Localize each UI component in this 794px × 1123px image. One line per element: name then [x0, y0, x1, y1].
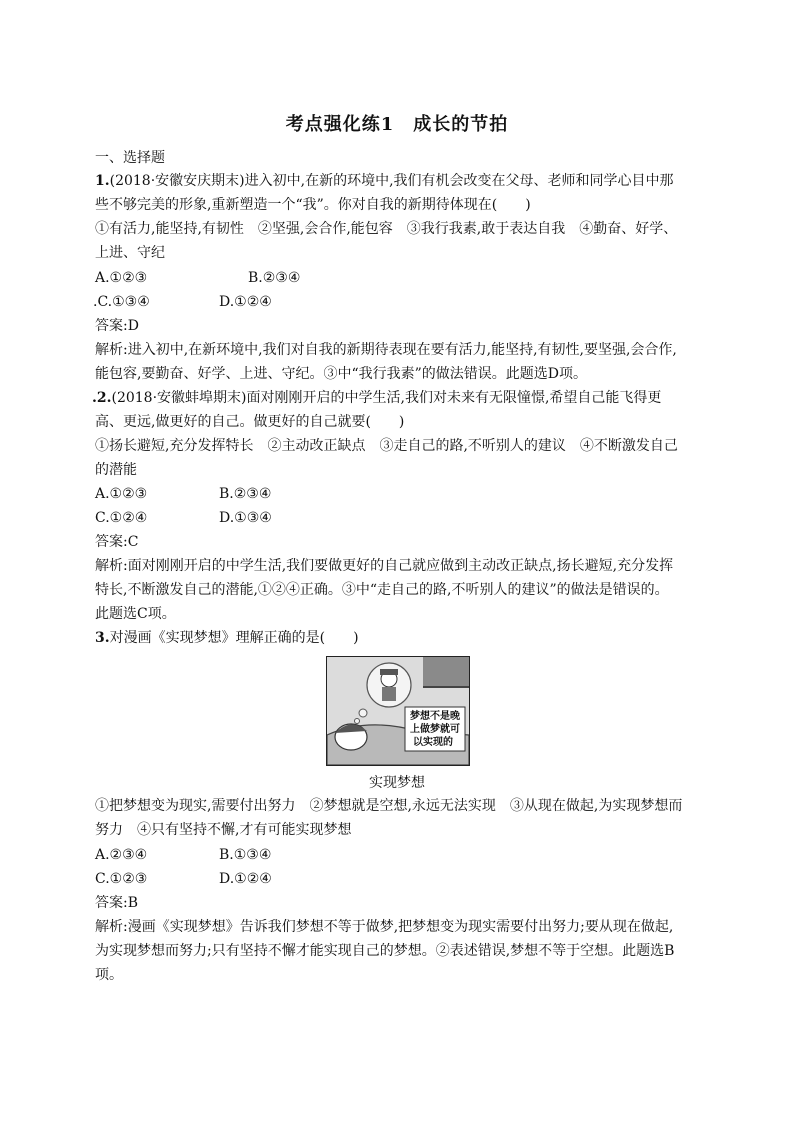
- q1-stem-text: (2018·安徽安庆期末)进入初中,在新的环境中,我们有机会改变在父母、老师和同学心目中那: [109, 173, 674, 189]
- q1-options-line1: ①有活力,能坚持,有韧性 ②坚强,会合作,能包容 ③我行我素,敢于表达自我 ④勤奋、好学、: [95, 221, 678, 237]
- q1-choice-c: .C.①③④: [93, 294, 150, 310]
- q3-options-line1: ①把梦想变为现实,需要付出努力 ②梦想就是空想,永远无法实现 ③从现在做起,为实现梦想而: [95, 798, 683, 814]
- q2-analysis-line3: 此题选C项。: [95, 606, 176, 622]
- cartoon-window: [423, 657, 469, 687]
- dream-bubble-dot-small: [355, 719, 360, 724]
- q1-answer: 答案:D: [95, 318, 139, 334]
- q1-options-line2: 上进、守纪: [95, 245, 165, 261]
- cartoon-text-line3: 以实现的: [413, 737, 453, 748]
- q3-number: 3.: [95, 630, 110, 646]
- dream-soldier-cap: [380, 669, 398, 675]
- q3-stem-text: 对漫画《实现梦想》理解正确的是( ): [109, 630, 359, 646]
- q2-stem-line1: [92, 388, 661, 408]
- q1-stem-line2: 些不够完美的形象,重新塑造一个“我”。你对自我的新期待体现在( ): [95, 197, 531, 213]
- q2-analysis-line1: 解析:面对刚刚开启的中学生活,我们要做更好的自己就应做到主动改正缺点,扬长避短,充分发挥: [95, 558, 674, 574]
- q2-analysis-line2: 特长,不断激发自己的潜能,①②④正确。③中“走自己的路,不听别人的建议”的做法是错误的。: [95, 582, 669, 598]
- q2-number: .2.: [92, 390, 112, 406]
- cartoon-text-line2: 上做梦就可: [410, 724, 460, 735]
- q2-stem-text: (2018·安徽蚌埠期末)面对刚刚开启的中学生活,我们对未来有无限憧憬,希望自己能飞得更: [111, 390, 662, 406]
- q3-options-line2: 努力 ④只有坚持不懈,才有可能实现梦想: [95, 822, 352, 838]
- page-title: 考点强化练1 成长的节拍: [285, 114, 509, 135]
- cartoon-drawing: [327, 657, 469, 765]
- q1-choice-a: A.①②③: [95, 270, 148, 286]
- q1-stem-line1: [95, 171, 674, 191]
- cartoon-caption: 实现梦想: [369, 775, 425, 791]
- section-heading: 一、选择题: [95, 150, 165, 166]
- q1-number: 1.: [95, 173, 110, 189]
- q2-choice-a: A.①②③: [95, 486, 148, 502]
- q1-analysis-line1: 解析:进入初中,在新环境中,我们对自我的新期待表现在要有活力,能坚持,有韧性,要坚强,会合作,: [95, 342, 677, 358]
- q2-answer: 答案:C: [95, 534, 139, 550]
- q2-choice-d: D.①③④: [219, 510, 272, 526]
- q3-choice-d: D.①②④: [219, 871, 272, 887]
- q1-choice-d: D.①②④: [219, 294, 272, 310]
- q3-analysis-line1: 解析:漫画《实现梦想》告诉我们梦想不等于做梦,把梦想变为现实需要付出努力;要从现在做起,: [95, 919, 674, 935]
- q1-choice-b: B.②③④: [248, 270, 301, 286]
- cartoon-dream-illustration: [326, 656, 470, 766]
- q3-answer: 答案:B: [95, 895, 139, 911]
- cartoon-text-line1: 梦想不是晚: [410, 711, 460, 722]
- q3-analysis-line3: 项。: [95, 967, 123, 983]
- q2-options-line1: ①扬长避短,充分发挥特长 ②主动改正缺点 ③走自己的路,不听别人的建议 ④不断激发自己: [95, 438, 678, 454]
- q2-options-line2: 的潜能: [95, 462, 137, 478]
- q3-stem-line: [95, 628, 359, 648]
- q1-analysis-line2: 能包容,要勤奋、好学、上进、守纪。③中“我行我素”的做法错误。此题选D项。: [95, 366, 587, 382]
- q3-choice-a: A.②③④: [95, 847, 148, 863]
- q3-choice-b: B.①③④: [219, 847, 272, 863]
- q2-choice-b: B.②③④: [219, 486, 272, 502]
- dream-bubble-dot-large: [359, 709, 367, 717]
- dream-soldier-body: [382, 687, 396, 701]
- q2-stem-line2: 高、更远,做更好的自己。做更好的自己就要( ): [95, 414, 405, 430]
- q3-analysis-line2: 为实现梦想而努力;只有坚持不懈才能实现自己的梦想。②表述错误,梦想不等于空想。此题选B: [95, 943, 675, 959]
- q2-choice-c: C.①②④: [95, 510, 148, 526]
- q3-choice-c: C.①②③: [95, 871, 148, 887]
